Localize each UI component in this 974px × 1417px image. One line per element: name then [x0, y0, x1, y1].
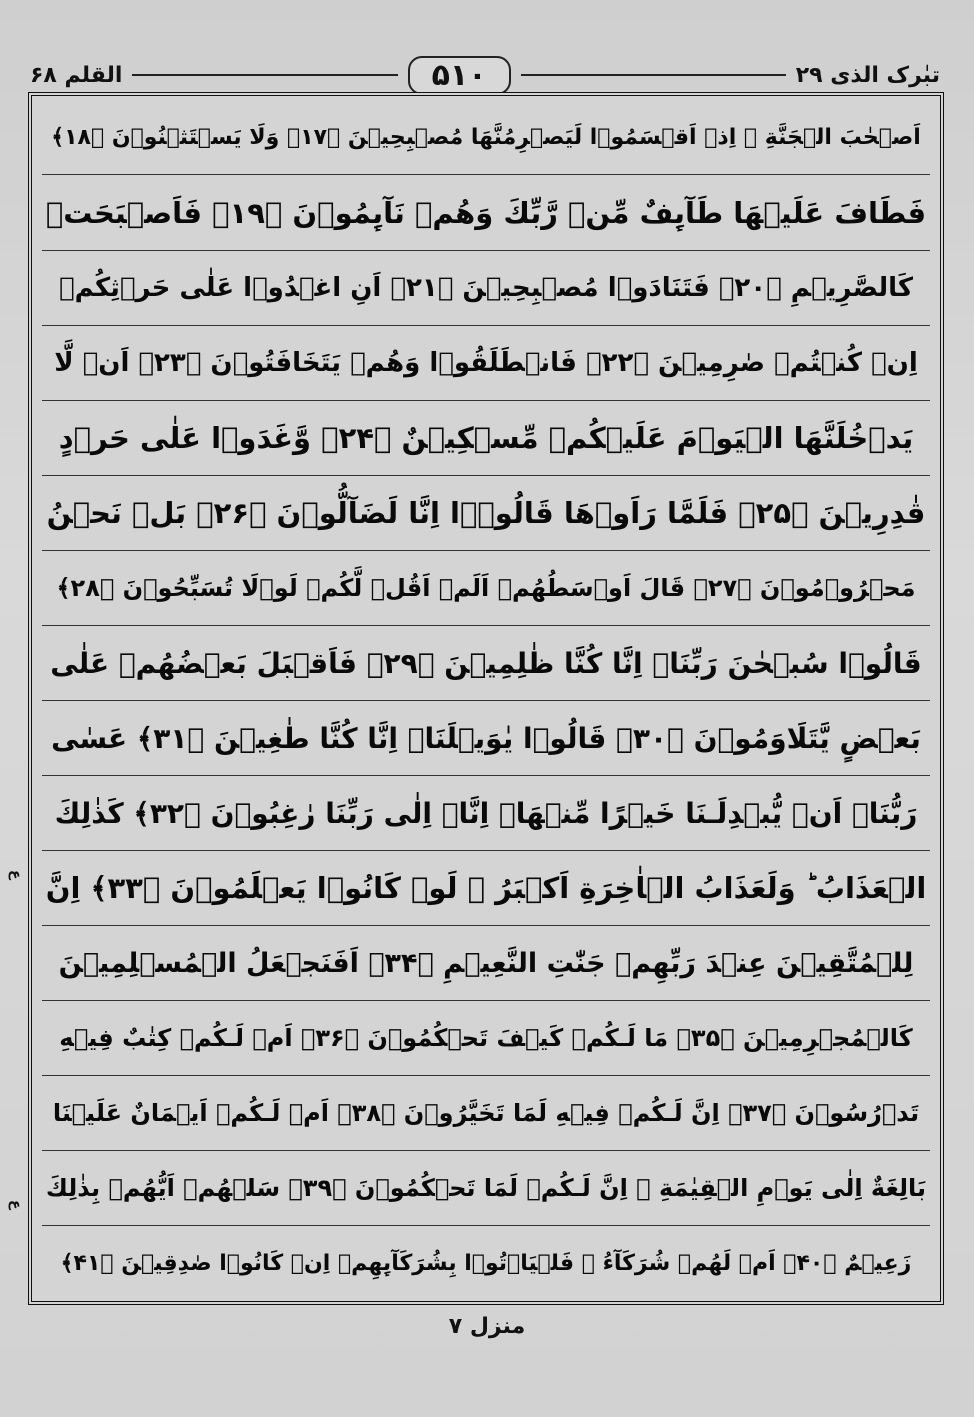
- page-header: [30, 58, 940, 92]
- text-line: [42, 626, 930, 701]
- text-line: [42, 1226, 930, 1300]
- verse-text: فَطَافَ عَلَيۡهَا طَآٮِٕفٌ مِّنۡ رَّبِّكَ وَهُمۡ نَآٮِٕمُوۡنَ ﴿۱۹﴾ فَاَصۡبَحَتۡ: [45, 196, 927, 230]
- page-footer: [0, 1306, 974, 1346]
- verse-text: الۡعَذَابُ ؕ وَلَعَذَابُ الۡاٰخِرَةِ اَكۡبَرُ ۘ لَوۡ كَانُوۡا يَعۡلَمُوۡنَ ﴿۳۳﴾ اِنَّ: [45, 871, 927, 905]
- verse-text: مَحۡرُوۡمُوۡنَ ﴿۲۷﴾ قَالَ اَوۡسَطُهُمۡ اَلَمۡ اَقُلۡ لَّكُمۡ لَوۡلَا تُسَبِّحُوۡنَ ﴿۲۸﴾: [56, 574, 916, 602]
- juz-title: تبٰرک الذی ۲۹: [795, 62, 941, 88]
- verse-text: كَالۡمُجۡرِمِيۡنَ ﴿۳۵﴾ مَا لَـكُمۡ كَيۡفَ تَحۡكُمُوۡنَ ﴿۳۶﴾ اَمۡ لَـكُمۡ كِتٰبٌ فِيۡهِ: [59, 1024, 913, 1052]
- text-frame: [28, 92, 944, 1305]
- text-line: [42, 926, 930, 1001]
- header-rule-right: [521, 74, 786, 76]
- text-line: [42, 401, 930, 476]
- verse-text: قٰدِرِيۡنَ ﴿۲۵﴾ فَلَمَّا رَاَوۡهَا قَالُوۡۤا اِنَّا لَضَآلُّوۡنَ ﴿۲۶﴾ بَلۡ نَحۡنُ: [46, 496, 926, 530]
- text-line: [42, 476, 930, 551]
- text-line: [42, 551, 930, 626]
- verse-text: بَالِغَةٌ اِلٰى يَوۡمِ الۡقِيٰمَةِ ۙ اِنَّ لَـكُمۡ لَمَا تَحۡكُمُوۡنَ ﴿۳۹﴾ سَلۡهُمۡ اَيُّهُمۡ بِذٰلِكَ: [45, 1174, 927, 1202]
- verse-text: بَعۡضٍ يَّتَلَاوَمُوۡنَ ﴿۳۰﴾ قَالُوۡا يٰوَيۡلَنَاۤ اِنَّا كُنَّا طٰغِيۡنَ ﴿۳۱﴾ عَسٰى: [51, 721, 921, 755]
- verse-text: لِلۡمُتَّقِيۡنَ عِنۡدَ رَبِّهِمۡ جَنّٰتِ النَّعِيۡمِ ﴿۳۴﴾ اَفَنَجۡعَلُ الۡمُسۡلِمِيۡنَ: [58, 947, 914, 979]
- page-number: ۵۱۰: [408, 56, 511, 95]
- text-line: [42, 100, 930, 175]
- verse-text: زَعِيۡمٌ ﴿۴۰﴾ اَمۡ لَهُمۡ شُرَكَآءُ ۚ فَلۡيَاۡتُوۡا بِشُرَكَآٮِٕهِمۡ اِنۡ كَانُوۡا صٰدِقِيۡنَ ﴿۴۱﴾: [60, 1250, 912, 1276]
- manzil-label: منزل ۷: [448, 1313, 526, 1339]
- text-line: [42, 701, 930, 776]
- text-line: [42, 776, 930, 851]
- verse-text: اِنۡ كُنۡتُمۡ صٰرِمِيۡنَ ﴿۲۲﴾ فَانۡطَلَقُوۡا وَهُمۡ يَتَخَافَتُوۡنَ ﴿۲۳﴾ اَنۡ لَّا: [54, 348, 918, 378]
- text-line: [42, 851, 930, 926]
- verse-text: قَالُوۡا سُبۡحٰنَ رَبِّنَاۤ اِنَّا كُنَّا ظٰلِمِيۡنَ ﴿۲۹﴾ فَاَقۡبَلَ بَعۡضُهُمۡ عَلٰى: [50, 646, 922, 680]
- verse-text: كَالصَّرِيۡمِ ﴿۲۰﴾ فَتَنَادَوۡا مُصۡبِحِيۡنَ ﴿۲۱﴾ اَنِ اغۡدُوۡا عَلٰى حَرۡثِكُمۡ: [59, 273, 913, 303]
- surah-title: القلم ۶۸: [30, 62, 123, 88]
- verse-text: اَصۡحٰبَ الۡجَنَّةِ ۚ اِذۡ اَقۡسَمُوۡا لَيَصۡرِمُنَّهَا مُصۡبِحِيۡنَ ﴿۱۷﴾ وَلَا يَسۡتَثۡنُوۡنَ ﴿۱۸﴾: [51, 124, 921, 150]
- verse-text: تَدۡرُسُوۡنَ ﴿۳۷﴾ اِنَّ لَـكُمۡ فِيۡهِ لَمَا تَخَيَّرُوۡنَ ﴿۳۸﴾ اَمۡ لَـكُمۡ اَيۡمَانٌ عَلَيۡنَا: [52, 1099, 920, 1127]
- text-line: [42, 326, 930, 401]
- header-rule-left: [132, 74, 397, 76]
- sajda-margin-note: ع: [8, 1200, 24, 1210]
- verse-text: رَبُّنَاۤ اَنۡ يُّبۡدِلَـنَا خَيۡرًا مِّنۡهَاۤ اِنَّاۤ اِلٰى رَبِّنَا رٰغِبُوۡنَ ﴿۳۲﴾ كَذٰلِكَ: [54, 796, 918, 830]
- text-line: [42, 1076, 930, 1151]
- text-line: [42, 1151, 930, 1226]
- text-line: [42, 251, 930, 326]
- verse-text: يَدۡخُلَنَّهَا الۡيَوۡمَ عَلَيۡكُمۡ مِّسۡكِيۡنٌ ﴿۲۴﴾ وَّغَدَوۡا عَلٰى حَرۡدٍ: [58, 421, 914, 455]
- text-line: [42, 1001, 930, 1076]
- text-line: [42, 176, 930, 251]
- ruku-margin-note: ع: [8, 870, 24, 880]
